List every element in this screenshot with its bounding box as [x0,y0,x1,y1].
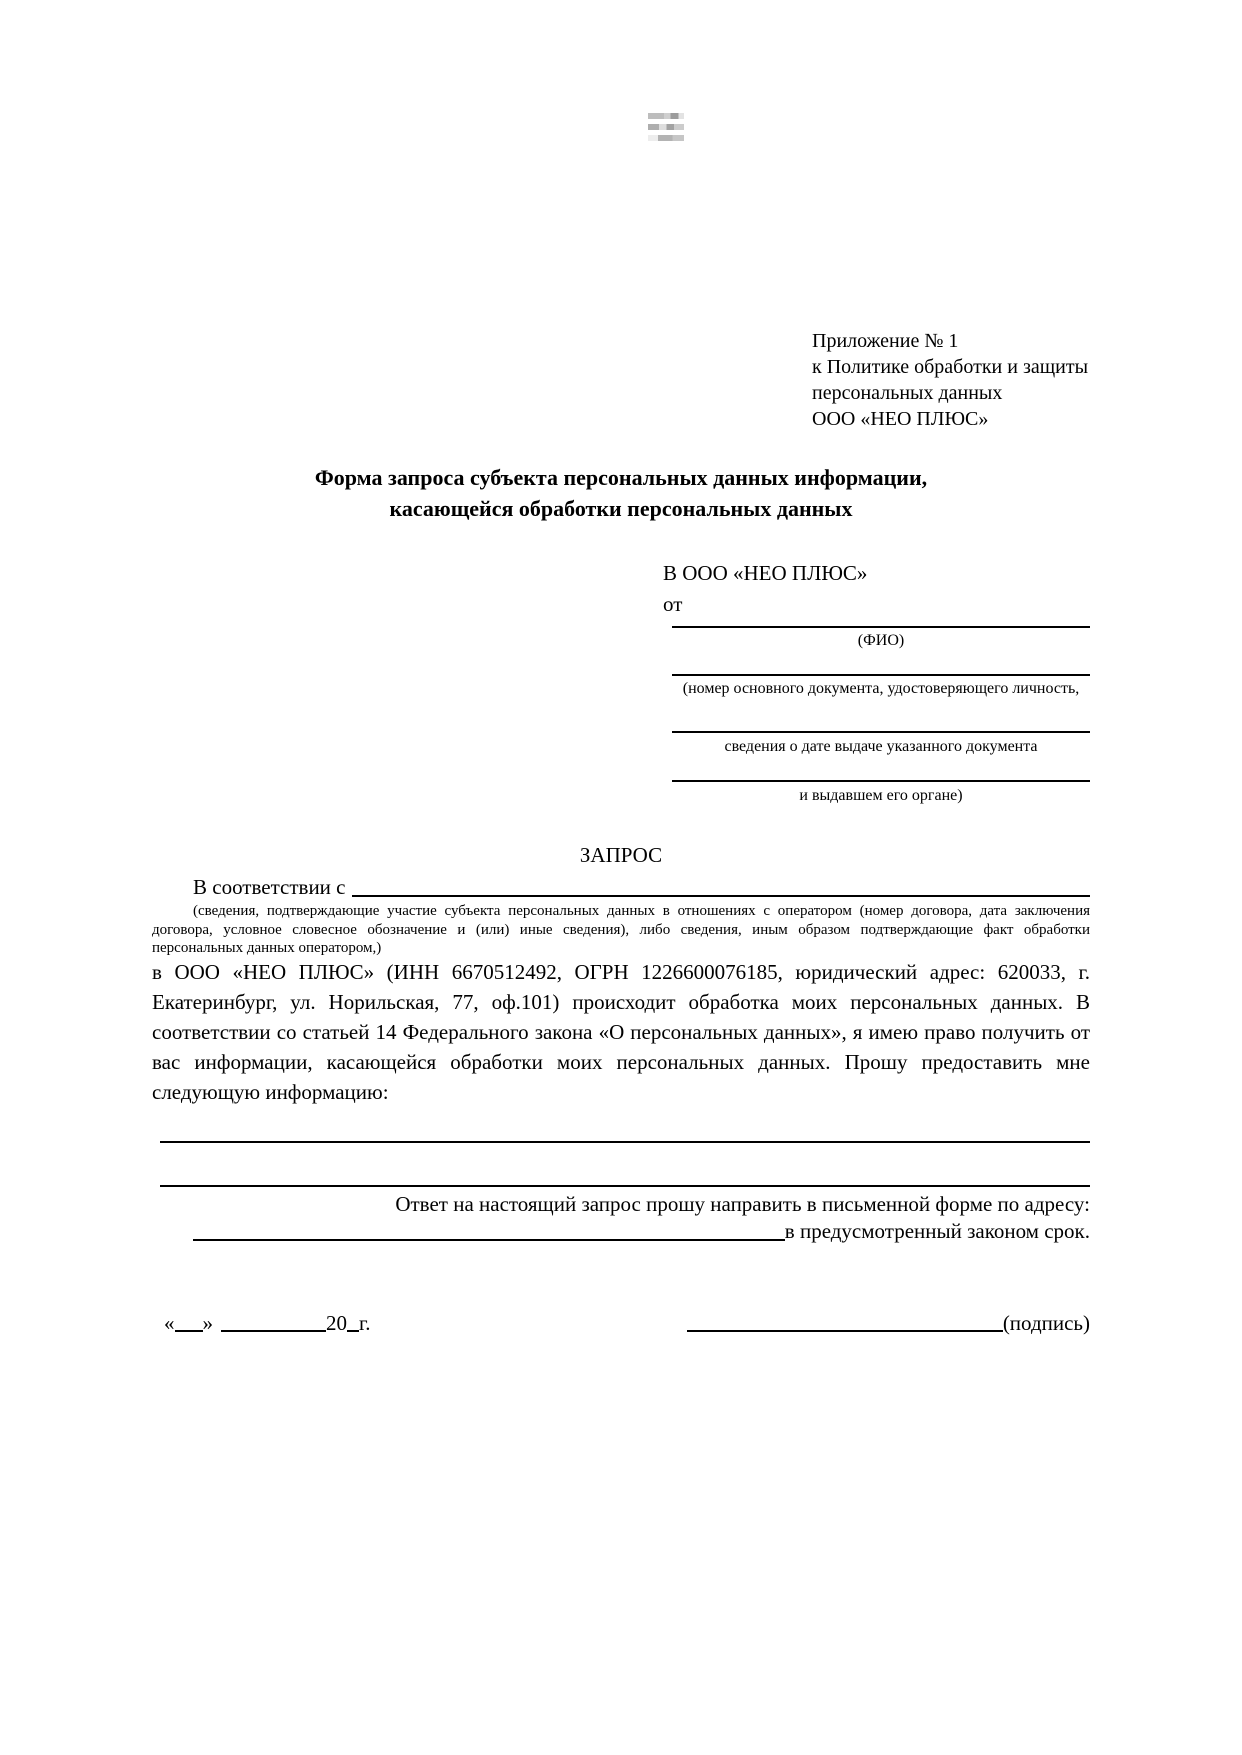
response-term-line [193,1216,1090,1244]
appendix-line: к Политике обработки и защиты [812,356,1089,378]
response-term-suffix: в предусмотренный законом срок. [784,1219,1090,1243]
signature-blank-line [687,1330,1003,1332]
logo-stripe [648,124,684,130]
date-year-blank [347,1330,359,1332]
fio-caption: (ФИО) [857,632,905,649]
info-blank-line-2 [160,1185,1090,1187]
date-year-suffix: г. [359,1311,371,1335]
document-title [152,462,1090,524]
intro-prefix: В соответствии с [193,875,346,899]
logo-stripe [648,113,684,119]
date-quote-open: « [164,1311,175,1335]
document-number-blank-line [672,674,1090,676]
intro-blank-line [352,895,1091,897]
date-month-blank [221,1330,326,1332]
appendix-header [812,328,1088,432]
info-blank-line-1 [160,1141,1090,1143]
appendix-line: ООО «НЕО ПЛЮС» [812,408,989,430]
document-title-line1: Форма запроса субъекта персональных данных информации, [314,465,928,490]
date-year-prefix: 20 [326,1311,347,1335]
addressee-block [663,558,867,620]
addressee-to: В ООО «НЕО ПЛЮС» [663,561,868,585]
document-title-line2: касающейся обработки персональных данных [389,496,853,521]
issue-date-caption: сведения о дате выдаче указанного документа [724,738,1038,755]
signature-line [687,1306,1090,1336]
address-blank-line [193,1239,785,1241]
addressee-from-label: от [663,592,683,616]
footnote-text: (сведения, подтверждающие участие субъекта персональных данных в отношениях с оператором (номер договора, дата заключения договора, условное словесное обозначение и (или) иные сведения), либо сведения, иным образом подтверждающие факт обработки персональных данных оператором,) [152,903,1090,956]
blurred-logo-mark [648,113,684,141]
response-address-request: Ответ на настоящий запрос прошу направить в письменной форме по адресу: [395,1192,1090,1216]
document-number-caption: (номер основного документа, удостоверяющего личность, [682,680,1080,697]
body-paragraph: в ООО «НЕО ПЛЮС» (ИНН 6670512492, ОГРН 1226600076185, юридический адрес: 620033, г. Екатеринбург, ул. Норильская, 77, оф.101) происходит обработка моих персональных данных. В соответствии со статьей 14 Федерального закона «О персональных данных», я имею право получить от вас информации, касающейся обработки моих персональных данных. Прошу предоставить мне следующую информацию: [152,960,1090,1104]
date-line [164,1306,371,1336]
logo-stripe [648,135,684,141]
date-day-blank [175,1330,203,1332]
issuing-authority-caption: и выдавшем его органе) [799,787,963,804]
intro-line [152,874,1090,900]
request-heading: ЗАПРОС [579,843,663,867]
appendix-line: персональных данных [812,382,1003,404]
appendix-line: Приложение № 1 [812,330,959,352]
fio-blank-line [672,626,1090,628]
issue-date-blank-line [672,731,1090,733]
issuing-authority-blank-line [672,780,1090,782]
signature-caption: (подпись) [1002,1311,1090,1335]
date-quote-close: » [202,1311,213,1335]
